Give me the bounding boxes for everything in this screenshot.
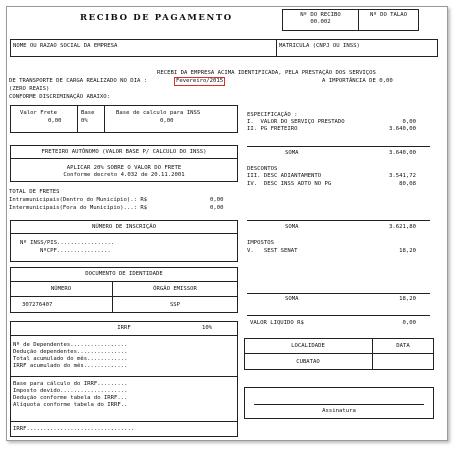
- assinatura-label: Assinatura: [322, 408, 356, 414]
- recibo-number-value: 00.002: [310, 19, 331, 25]
- valor-frete-value: 0,00: [48, 118, 62, 124]
- statement-line-3: (ZERO REAIS): [9, 86, 50, 92]
- page-title: RECIBO DE PAGAMENTO: [80, 13, 233, 23]
- cpf-label: NºCPF................: [40, 248, 111, 254]
- base-calculo-value: 0,00: [160, 118, 174, 124]
- base-calculo-label: Base de calculo para INSS: [116, 110, 201, 116]
- especificacao-item-1-label: I. VALOR DO SERVIÇO PRESTADO: [247, 119, 345, 125]
- irrf-line-a1: Nº de Dependentes.................: [13, 342, 128, 348]
- irrf-divider-3: [10, 421, 238, 422]
- intramunicipal-value: 0,00: [210, 197, 224, 203]
- irrf-title: IRRF: [117, 325, 131, 331]
- irrf-line-b2: Imposto devido....................: [13, 388, 128, 394]
- identidade-orgao-label: ÓRGÃO EMISSOR: [153, 286, 197, 292]
- company-name-label: NOME OU RAZAO SOCIAL DA EMPRESA: [13, 43, 118, 49]
- descontos-item-1-label: III. DESC ADIANTAMENTO: [247, 173, 322, 179]
- liquido-rule: [247, 315, 430, 316]
- identidade-title: DOCUMENTO DE IDENTIDADE: [85, 271, 163, 277]
- statement-line-4: CONFORME DISCRIMINAÇÃO ABAIXO:: [9, 94, 111, 100]
- identidade-numero-value: 307276407: [22, 302, 53, 308]
- descontos-soma-label: SOMA: [285, 224, 299, 230]
- autonomo-title: FRETEIRO AUTÔNOMO (VALOR BASE P/ CALCULO DO INSS): [41, 149, 207, 155]
- impostos-title: IMPOSTOS: [247, 240, 274, 246]
- total-fretes-label: TOTAL DE FRETES: [9, 189, 60, 195]
- identidade-orgao-value: SSP: [169, 302, 181, 308]
- irrf-line-b3: Dedução conforme tabela do IRRF...: [13, 395, 128, 401]
- especificacao-soma-value: 3.640,00: [389, 150, 416, 156]
- descontos-soma-rule: [247, 220, 430, 221]
- identidade-divider-2: [10, 296, 238, 297]
- irrf-line-b1: Base para cálculo do IRRF.........: [13, 381, 128, 387]
- base-label: Base: [81, 110, 95, 116]
- especificacao-item-1-value: 0,00: [402, 119, 416, 125]
- especificacao-soma-rule: [247, 146, 430, 147]
- intermunicipal-value: 0,00: [210, 205, 224, 211]
- especificacao-title: ESPECIFICAÇÃO :: [247, 112, 298, 118]
- inss-pis-label: Nº INSS/PIS.................: [20, 240, 115, 246]
- irrf-rate: 10%: [202, 325, 213, 331]
- irrf-line-a4: IRRF acumulado do mês.............: [13, 363, 128, 369]
- statement-line-2-prefix: DE TRANSPORTE DE CARGA REALIZADO NO DIA :: [9, 78, 148, 84]
- base-value: 0%: [81, 118, 88, 124]
- impostos-item-1-label: V. SEST SENAT: [247, 248, 298, 254]
- irrf-line-a2: Dedução dependentes...............: [13, 349, 128, 355]
- matricula-label: MATRICULA (CNPJ OU INSS): [279, 43, 360, 49]
- localidade-label: LOCALIDADE: [291, 343, 325, 349]
- impostos-soma-label: SOMA: [285, 296, 299, 302]
- impostos-soma-rule: [247, 293, 430, 294]
- irrf-line-a3: Total acumulado do mês............: [13, 356, 128, 362]
- data-label: DATA: [396, 343, 410, 349]
- frete-divider-1: [77, 105, 78, 133]
- valor-frete-label: Valor Frete: [20, 110, 58, 116]
- assinatura-line: [254, 404, 424, 405]
- identidade-numero-label: NÚMERO: [50, 286, 72, 292]
- service-period: Fevereiro/2015: [176, 78, 224, 84]
- descontos-item-1-value: 3.541,72: [389, 173, 416, 179]
- impostos-item-1-value: 18,20: [399, 248, 416, 254]
- irrf-line-b4: Alíquota conforme tabela do IRRF..: [13, 402, 128, 408]
- inscricao-title: NÚMERO DE INSCRIÇÃO: [92, 224, 156, 230]
- recibo-number-label: Nº DO RECIBO: [300, 12, 341, 18]
- descontos-item-2-value: 80,08: [399, 181, 416, 187]
- identidade-divider-1: [10, 281, 238, 282]
- talao-number-label: Nº DO TALAO: [369, 12, 408, 18]
- descontos-title: DESCONTOS: [247, 166, 278, 172]
- especificacao-item-2-value: 3.640,00: [389, 126, 416, 132]
- localidade-value: CUBATAO: [296, 359, 320, 365]
- descontos-soma-value: 3.621,80: [389, 224, 416, 230]
- statement-line-2-suffix: A IMPORTÂNCIA DE 0,00: [322, 78, 393, 84]
- impostos-soma-value: 18,20: [399, 296, 416, 302]
- especificacao-item-2-label: II. PG FRETEIRO: [247, 126, 298, 132]
- descontos-item-2-label: IV. DESC INSS ADTO NO PG: [247, 181, 332, 187]
- irrf-divider-2: [10, 376, 238, 377]
- company-divider: [276, 39, 277, 57]
- frete-divider-2: [104, 105, 105, 133]
- valor-liquido-label: VALOR LIQUIDO R$: [250, 320, 304, 326]
- inscricao-divider: [10, 233, 238, 234]
- autonomo-line-1: APLICAR 20% SOBRE O VALOR DO FRETE: [66, 165, 182, 171]
- irrf-box: [10, 321, 238, 437]
- statement-line-1: RECEBI DA EMPRESA ACIMA IDENTIFICADA, PELA PRESTAÇÃO DOS SERVIÇOS: [157, 70, 376, 76]
- irrf-divider-1: [10, 335, 238, 336]
- intramunicipal-label: Intramunicipais(Dentro do Município).: R$: [9, 197, 148, 203]
- irrf-total-line: IRRF................................: [13, 426, 135, 432]
- valor-liquido-value: 0,00: [402, 320, 416, 326]
- autonomo-divider: [10, 158, 238, 159]
- intermunicipal-label: Intermunicipais(Fora do Município)...: R$: [9, 205, 148, 211]
- localidade-divider: [244, 353, 434, 354]
- autonomo-line-2: Conforme decreto 4.032 de 20.11.2001: [63, 172, 185, 178]
- especificacao-soma-label: SOMA: [285, 150, 299, 156]
